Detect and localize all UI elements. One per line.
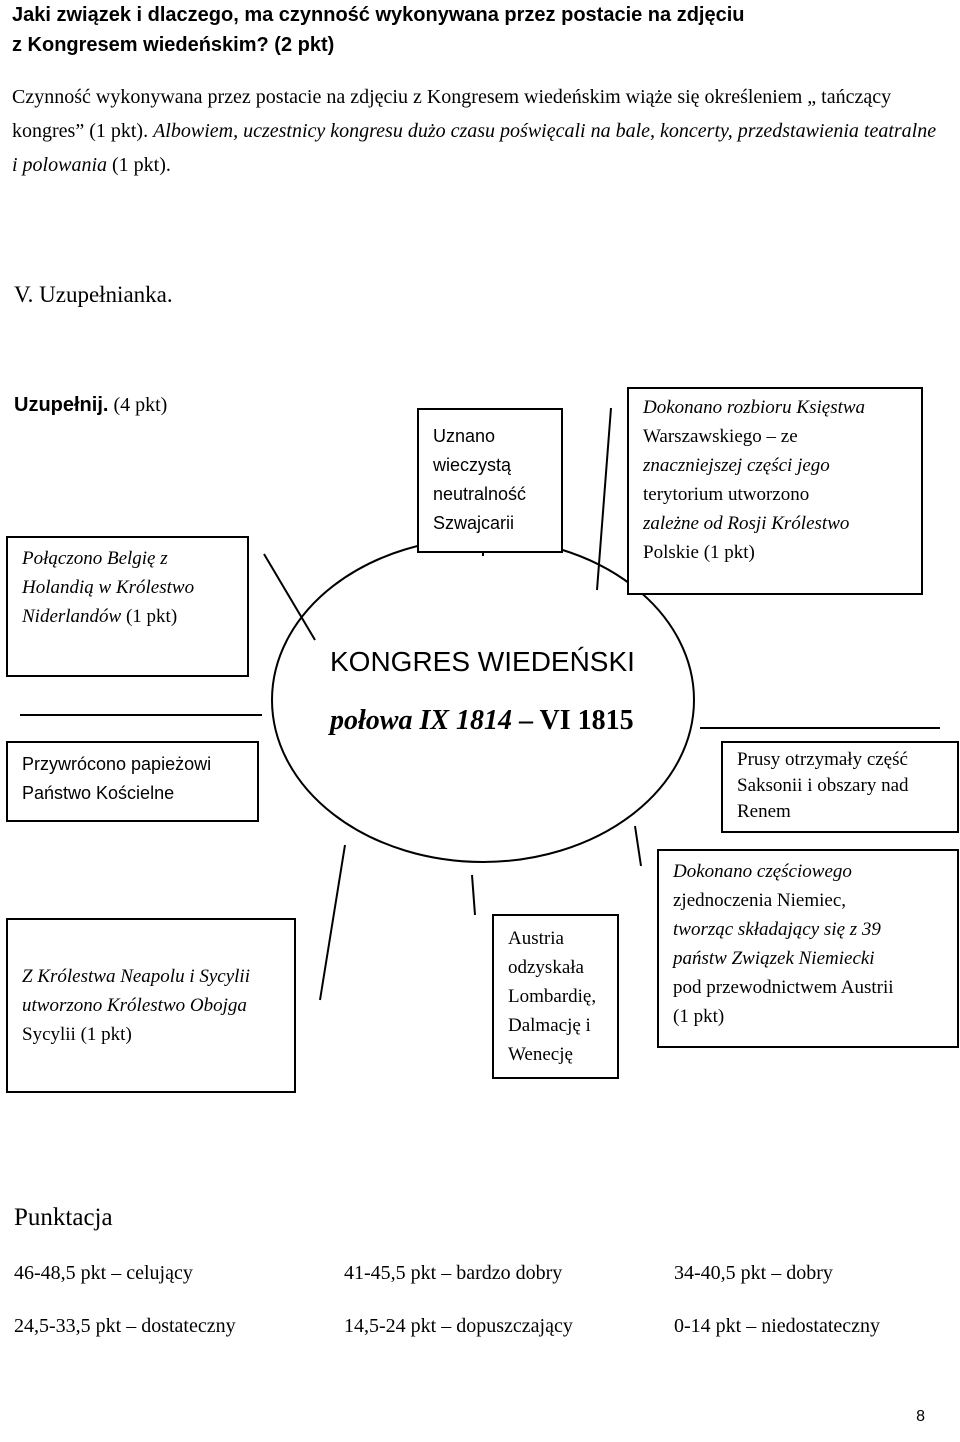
center-date: [330, 705, 634, 737]
box-swiss-text: Uznano wieczystą neutralność Szwajcarii: [433, 426, 527, 533]
fill-instruction-rest: (4 pkt): [108, 394, 168, 416]
box-prussia: [721, 741, 959, 833]
section-title: V. Uzupełnianka.: [14, 282, 173, 307]
box-naples: [6, 918, 296, 1093]
box-warsaw-l6: Polskie (1 pkt): [643, 542, 755, 563]
connector-naples: [320, 845, 345, 1000]
answer-part-3: (1 pkt).: [107, 154, 171, 176]
box-belgium-rest: (1 pkt): [121, 606, 178, 627]
score-row-1-col-3: 34-40,5 pkt – dobry: [674, 1262, 833, 1284]
scoring-title: Punktacja: [14, 1204, 113, 1231]
box-belgium-italic: Połączono Belgię z Holandią w Królestwo Niderlandów: [22, 548, 195, 627]
box-papal-text: Przywrócono papieżowi Państwo Kościelne: [22, 754, 212, 803]
connector-warsaw: [597, 408, 611, 590]
box-naples-rest: Sycylii (1 pkt): [22, 1024, 132, 1045]
box-papal: [6, 741, 259, 822]
score-row-2-col-1: 24,5-33,5 pkt – dostateczny: [14, 1315, 236, 1337]
box-belgium: [6, 536, 249, 677]
center-title: KONGRES WIEDEŃSKI: [330, 646, 635, 677]
page-number: 8: [916, 1408, 925, 1425]
box-warsaw-l2: Warszawskiego – ze: [643, 426, 798, 447]
box-swiss: [417, 408, 563, 553]
box-germany-l1: Dokonano częściowego: [673, 861, 852, 882]
box-germany-l2: zjednoczenia Niemiec,: [673, 890, 847, 911]
connector-belgium: [264, 554, 315, 640]
question-line-1: Jaki związek i dlaczego, ma czynność wykonywana przez postacie na zdjęciu: [12, 4, 745, 26]
answer-part-2: Albowiem, uczestnicy kongresu dużo czasu poświęcali na bale, koncerty, przedstawienia teatralne i polowania: [12, 120, 937, 176]
box-germany-l3: tworząc składający się z 39: [673, 919, 881, 940]
box-naples-italic: Z Królestwa Neapolu i Sycylii utworzono Królestwo Obojga: [22, 966, 250, 1016]
box-warsaw: [627, 387, 923, 595]
question-line-2: z Kongresem wiedeńskim? (2 pkt): [12, 34, 335, 56]
box-germany-l4: państw Związek Niemiecki: [673, 948, 875, 969]
score-row-1-col-2: 41-45,5 pkt – bardzo dobry: [344, 1262, 563, 1284]
box-prussia-text: Prusy otrzymały część Saksonii i obszary nad Renem: [737, 749, 909, 822]
score-row-2-col-2: 14,5-24 pkt – dopuszczający: [344, 1315, 573, 1337]
box-germany-l5: pod przewodnictwem Austrii: [673, 977, 894, 998]
fill-instruction-bold: Uzupełnij.: [14, 394, 109, 416]
center-date-rest: – VI 1815: [512, 705, 634, 736]
score-row-1-col-1: 46-48,5 pkt – celujący: [14, 1262, 193, 1284]
center-date-italic: połowa IX 1814: [330, 705, 513, 736]
connector-austria: [472, 875, 475, 915]
connector-germany: [635, 826, 641, 866]
box-warsaw-l5: zależne od Rosji Królestwo: [643, 513, 850, 534]
answer-part-1: Czynność wykonywana przez postacie na zdjęciu z Kongresem wiedeńskim wiąże się określeniem „ tańczący kongres” (1 pkt).: [12, 86, 892, 142]
box-warsaw-l1: Dokonano rozbioru Księstwa: [643, 397, 866, 418]
box-austria: [492, 914, 619, 1079]
box-germany: [657, 849, 959, 1048]
box-warsaw-l4: terytorium utworzono: [643, 484, 810, 505]
box-warsaw-l3: znaczniejszej części jego: [643, 455, 830, 476]
box-germany-l6: (1 pkt): [673, 1006, 725, 1027]
box-austria-text: Austria odzyskała Lombardię, Dalmację i Wenecję: [508, 928, 597, 1065]
score-row-2-col-3: 0-14 pkt – niedostateczny: [674, 1315, 881, 1337]
